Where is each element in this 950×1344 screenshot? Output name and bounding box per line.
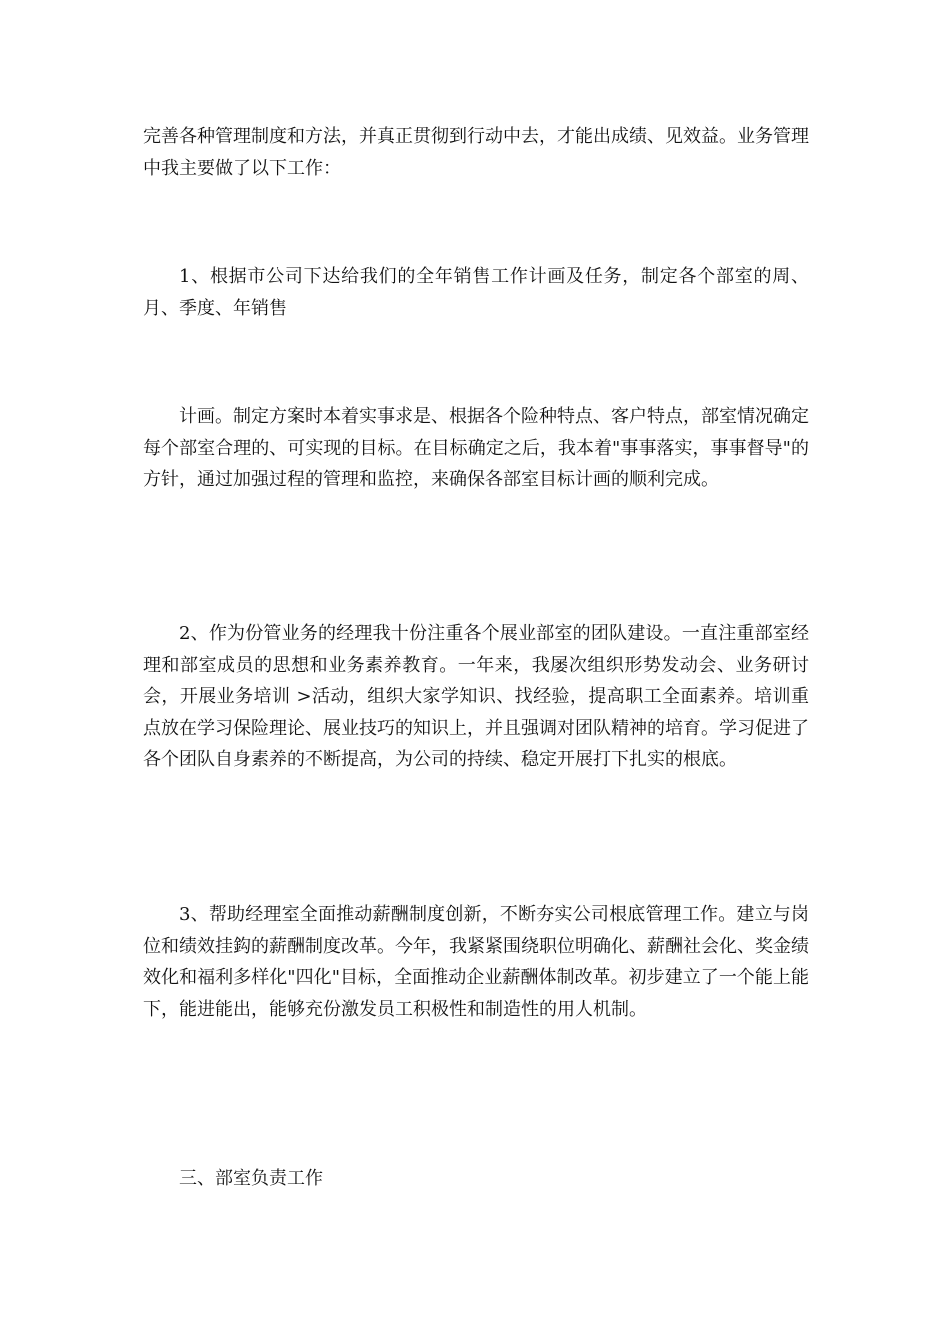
paragraph-item-3: 3、帮助经理室全面推动薪酬制度创新，不断夯实公司根底管理工作。建立与岗位和绩效挂鈎的薪酬制度改革。今年，我紧紧围绕职位明确化、薪酬社会化、奖金绩效化和福利多样化"四化"目标，全面推动企业薪酬体制改革。初步建立了一个能上能下，能进能出，能够充份激发员工积极性和制造性的用人机制。 bbox=[143, 904, 809, 1020]
paragraph-item-1: 1、根据市公司下达给我们的全年销售工作计画及任务，制定各个部室的周、月、季度、年销售 bbox=[143, 266, 809, 319]
paragraph-item-1-continued: 计画。制定方案时本着实事求是、根据各个险种特点、客户特点，部室情况确定每个部室合理的、可实现的目标。在目标确定之后，我本着"事事落实，事事督导"的方针，通过加强过程的管理和监控，来确保各部室目标计画的顺利完成。 bbox=[143, 406, 809, 490]
paragraph-item-2: 2、作为份管业务的经理我十份注重各个展业部室的团队建设。一直注重部室经理和部室成员的思想和业务素养教育。一年来，我屡次组织形势发动会、业务研讨会，开展业务培训 >活动，组织大家学知识、找经验，提高职工全面素养。培训重点放在学习保险理论、展业技巧的知识上，并且强调对团队精神的培育。学习促进了各个团队自身素养的不断提高，为公司的持续、稳定开展打下扎实的根底。 bbox=[143, 623, 809, 770]
section-heading-3: 三、部室负责工作 bbox=[179, 1168, 323, 1189]
paragraph-intro: 完善各种管理制度和方法，并真正贯彻到行动中去，才能出成绩、见效益。业务管理中我主要做了以下工作： bbox=[143, 126, 809, 179]
